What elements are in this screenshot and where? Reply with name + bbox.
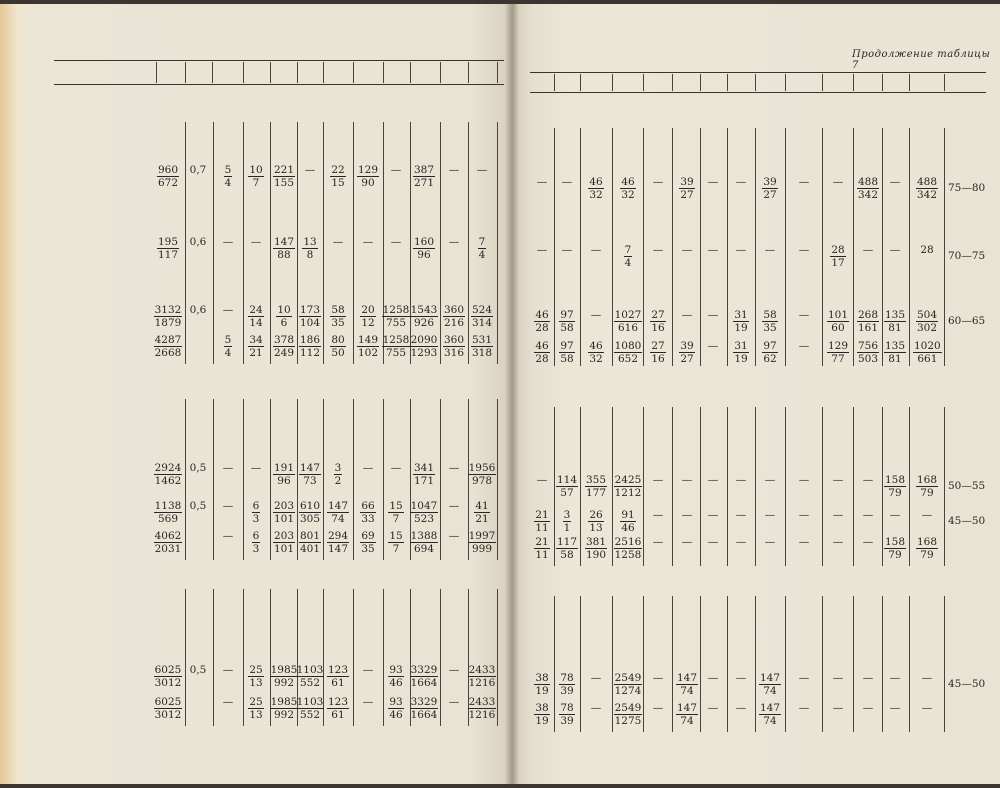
table-cell: $\frac{1258}{755}$ (382, 334, 410, 359)
table-cell: 0,5 (189, 462, 207, 474)
table-cell: $\frac{147}{74}$ (327, 500, 349, 525)
table-cell: $\frac{378}{249}$ (273, 334, 295, 359)
table-cell: $\frac{41}{21}$ (475, 500, 489, 525)
table-cell: $\frac{39}{27}$ (763, 176, 777, 201)
table-cell: $\frac{381}{190}$ (585, 536, 607, 561)
table-cell: — (222, 304, 234, 316)
table-cell: $\frac{135}{81}$ (884, 340, 906, 365)
table-cell: 0,6 (189, 236, 207, 248)
table-cell: — (735, 702, 747, 714)
table-cell: $\frac{341}{171}$ (413, 462, 435, 487)
table-cell: $\frac{360}{216}$ (443, 304, 465, 329)
table-cell: — (362, 462, 374, 474)
table-cell: — (735, 672, 747, 684)
table-cell: — (862, 672, 874, 684)
table-cell: $\frac{24}{14}$ (249, 304, 263, 329)
table-cell: — (652, 509, 664, 521)
table-cell: 0,7 (189, 164, 207, 176)
table-cell: $\frac{114}{57}$ (556, 474, 578, 499)
table-cell: — (764, 474, 776, 486)
table-cell: — (304, 164, 316, 176)
header-column-divider (410, 62, 411, 83)
header-column-divider (882, 74, 883, 91)
table-cell: $\frac{78}{39}$ (560, 672, 574, 697)
table-cell: $\frac{27}{16}$ (651, 309, 665, 334)
table-cell: $\frac{6025}{3012}$ (154, 696, 182, 721)
header-column-divider (643, 74, 644, 91)
table-cell: — (921, 509, 933, 521)
table-cell: — (362, 696, 374, 708)
header-column-divider (580, 74, 581, 91)
table-cell: $\frac{6025}{3012}$ (154, 664, 182, 689)
table-cell: $\frac{31}{19}$ (734, 340, 748, 365)
table-cell: $\frac{158}{79}$ (884, 536, 906, 561)
table-cell: — (735, 176, 747, 188)
table-cell: — (681, 474, 693, 486)
table-cell: — (362, 236, 374, 248)
header-rule-top (54, 60, 504, 61)
table-cell: 0,6 (189, 304, 207, 316)
table-cell-zone: 75—80 (948, 182, 986, 194)
table-cell: $\frac{21}{11}$ (535, 509, 549, 534)
table-cell: $\frac{10}{6}$ (277, 304, 291, 329)
table-cell: $\frac{6}{3}$ (252, 530, 260, 555)
table-cell: $\frac{387}{271}$ (413, 164, 435, 189)
table-cell: $\frac{4287}{2668}$ (154, 334, 182, 359)
table-cell: $\frac{195}{117}$ (157, 236, 179, 261)
table-cell: — (448, 236, 460, 248)
table-cell: — (222, 236, 234, 248)
table-cell: — (707, 309, 719, 321)
table-cell: $\frac{3329}{1664}$ (410, 696, 438, 721)
header-column-divider (297, 62, 298, 83)
table-cell: — (735, 536, 747, 548)
table-cell: — (448, 500, 460, 512)
table-cell: 0,5 (189, 664, 207, 676)
column-divider (822, 407, 823, 566)
table-cell: $\frac{46}{32}$ (589, 340, 603, 365)
header-column-divider (853, 74, 854, 91)
table-cell: $\frac{1103}{552}$ (296, 664, 324, 689)
table-cell: — (590, 309, 602, 321)
table-cell: $\frac{360}{316}$ (443, 334, 465, 359)
table-cell: $\frac{149}{102}$ (357, 334, 379, 359)
table-cell: $\frac{173}{104}$ (299, 304, 321, 329)
table-cell: $\frac{1543}{926}$ (410, 304, 438, 329)
table-cell: $\frac{46}{28}$ (535, 309, 549, 334)
table-cell: — (707, 474, 719, 486)
table-cell: $\frac{801}{401}$ (299, 530, 321, 555)
table-cell: $\frac{186}{112}$ (299, 334, 321, 359)
table-cell: — (735, 509, 747, 521)
table-cell: $\frac{58}{35}$ (331, 304, 345, 329)
table-cell: — (707, 340, 719, 352)
column-divider (909, 128, 910, 366)
header-column-divider (440, 62, 441, 83)
table-cell: $\frac{191}{96}$ (273, 462, 295, 487)
header-column-divider (353, 62, 354, 83)
table-cell: $\frac{91}{46}$ (621, 509, 635, 534)
header-column-divider (785, 74, 786, 91)
table-cell: — (561, 176, 573, 188)
table-cell: 0,5 (189, 500, 207, 512)
table-cell: — (707, 672, 719, 684)
table-cell: — (590, 244, 602, 256)
table-cell: $\frac{221}{155}$ (273, 164, 295, 189)
table-cell: $\frac{46}{32}$ (589, 176, 603, 201)
table-cell: $\frac{46}{32}$ (621, 176, 635, 201)
table-cell: — (652, 244, 664, 256)
table-cell: $\frac{3}{1}$ (563, 509, 571, 534)
table-cell: $\frac{294}{147}$ (327, 530, 349, 555)
header-column-divider (612, 74, 613, 91)
table-cell: $\frac{6}{3}$ (252, 500, 260, 525)
header-column-divider (944, 74, 945, 91)
header-column-divider (554, 74, 555, 91)
table-cell: $\frac{69}{35}$ (361, 530, 375, 555)
table-cell: $\frac{168}{79}$ (916, 536, 938, 561)
table-cell: $\frac{147}{74}$ (759, 702, 781, 727)
table-cell: $\frac{3132}{1879}$ (154, 304, 182, 329)
table-cell: — (764, 244, 776, 256)
table-cell: $\frac{123}{61}$ (327, 696, 349, 721)
table-cell: — (390, 462, 402, 474)
table-cell-zone: 45—50 (948, 678, 986, 690)
header-column-divider (212, 62, 213, 83)
table-cell: $\frac{1985}{992}$ (270, 664, 298, 689)
right-page (512, 4, 1000, 784)
table-cell: — (362, 664, 374, 676)
table-cell: $\frac{2433}{1216}$ (468, 664, 496, 689)
table-cell: — (332, 236, 344, 248)
table-cell: $\frac{610}{305}$ (299, 500, 321, 525)
table-cell: $\frac{66}{33}$ (361, 500, 375, 525)
table-cell: $\frac{1258}{755}$ (382, 304, 410, 329)
table-cell: $\frac{26}{13}$ (589, 509, 603, 534)
header-column-divider (323, 62, 324, 83)
table-cell: $\frac{488}{342}$ (916, 176, 938, 201)
table-cell: $\frac{39}{27}$ (680, 176, 694, 201)
table-cell: $\frac{97}{62}$ (763, 340, 777, 365)
table-cell: $\frac{58}{35}$ (763, 309, 777, 334)
table-cell: $\frac{2433}{1216}$ (468, 696, 496, 721)
header-column-divider (755, 74, 756, 91)
header-rule-top (530, 72, 986, 73)
table-cell: $\frac{4062}{2031}$ (154, 530, 182, 555)
table-cell: $\frac{1103}{552}$ (296, 696, 324, 721)
header-column-divider (468, 62, 469, 83)
header-rule-bottom (530, 92, 986, 93)
table-cell: $\frac{15}{7}$ (389, 530, 403, 555)
table-cell: $\frac{1080}{652}$ (614, 340, 642, 365)
table-cell: $\frac{147}{74}$ (676, 672, 698, 697)
table-cell: $\frac{28}{17}$ (831, 244, 845, 269)
table-cell: — (832, 672, 844, 684)
table-cell: — (889, 244, 901, 256)
table-cell: $\frac{1047}{523}$ (410, 500, 438, 525)
table-cell: — (707, 176, 719, 188)
header-column-divider (822, 74, 823, 91)
table-cell: $\frac{46}{28}$ (535, 340, 549, 365)
table-cell: — (448, 462, 460, 474)
table-cell: $\frac{168}{79}$ (916, 474, 938, 499)
header-column-divider (727, 74, 728, 91)
table-cell: $\frac{355}{177}$ (585, 474, 607, 499)
table-cell: — (798, 536, 810, 548)
table-cell: — (798, 672, 810, 684)
table-cell: — (798, 309, 810, 321)
table-cell: — (798, 244, 810, 256)
table-cell: $\frac{78}{39}$ (560, 702, 574, 727)
table-cell: $\frac{531}{318}$ (471, 334, 493, 359)
column-divider (909, 407, 910, 566)
table-cell: $\frac{93}{46}$ (389, 664, 403, 689)
table-cell: $\frac{1020}{661}$ (914, 340, 941, 365)
table-cell: $\frac{38}{19}$ (535, 672, 549, 697)
table-cell: $\frac{31}{19}$ (734, 309, 748, 334)
header-column-divider (383, 62, 384, 83)
table-cell: — (764, 536, 776, 548)
table-cell: — (652, 672, 664, 684)
table-cell: $\frac{22}{15}$ (331, 164, 345, 189)
table-cell: — (832, 702, 844, 714)
table-cell: — (681, 309, 693, 321)
table-cell: $\frac{97}{58}$ (560, 340, 574, 365)
table-cell: — (798, 702, 810, 714)
table-cell: — (652, 176, 664, 188)
table-continuation-caption: Продолжение таблицы 7 (852, 49, 991, 71)
table-cell: — (798, 176, 810, 188)
column-divider (785, 128, 786, 366)
table-cell: — (832, 509, 844, 521)
table-cell: $\frac{38}{19}$ (535, 702, 549, 727)
column-divider (785, 407, 786, 566)
left-page (0, 4, 512, 784)
table-cell: $\frac{5}{4}$ (224, 164, 232, 189)
table-cell: — (222, 500, 234, 512)
table-cell-zone: 45—50 (948, 515, 986, 527)
table-cell: $\frac{34}{21}$ (249, 334, 263, 359)
table-cell: — (652, 474, 664, 486)
table-cell: 28 (920, 244, 934, 256)
table-cell: — (889, 176, 901, 188)
table-cell: — (832, 536, 844, 548)
table-cell: — (536, 474, 548, 486)
table-cell: $\frac{147}{73}$ (299, 462, 321, 487)
table-cell: $\frac{39}{27}$ (680, 340, 694, 365)
table-cell: $\frac{960}{672}$ (157, 164, 179, 189)
table-cell: — (862, 702, 874, 714)
table-cell: — (681, 536, 693, 548)
table-cell: — (707, 244, 719, 256)
table-cell: — (222, 530, 234, 542)
column-divider (944, 407, 945, 566)
table-cell: $\frac{13}{8}$ (303, 236, 317, 261)
table-cell: $\frac{147}{88}$ (273, 236, 295, 261)
table-cell-zone: 60—65 (948, 315, 986, 327)
table-cell: $\frac{203}{101}$ (273, 530, 295, 555)
table-cell: — (448, 696, 460, 708)
column-divider (909, 596, 910, 732)
table-cell-zone: 50—55 (948, 480, 986, 492)
table-cell: — (250, 462, 262, 474)
table-cell: $\frac{2516}{1258}$ (614, 536, 642, 561)
table-cell: $\frac{15}{7}$ (389, 500, 403, 525)
table-cell: — (862, 509, 874, 521)
table-cell: — (921, 672, 933, 684)
table-cell: $\frac{524}{314}$ (471, 304, 493, 329)
table-cell: — (862, 244, 874, 256)
table-cell: — (590, 672, 602, 684)
table-cell: $\frac{1997}{999}$ (468, 530, 496, 555)
header-rule-bottom (54, 84, 504, 85)
table-cell: $\frac{93}{46}$ (389, 696, 403, 721)
table-cell: $\frac{2924}{1462}$ (154, 462, 182, 487)
column-divider (822, 128, 823, 366)
table-cell: — (707, 509, 719, 521)
table-cell: $\frac{129}{90}$ (357, 164, 379, 189)
table-cell: $\frac{135}{81}$ (884, 309, 906, 334)
table-cell: — (798, 340, 810, 352)
table-cell: $\frac{2549}{1274}$ (614, 672, 642, 697)
table-cell: $\frac{1956}{978}$ (468, 462, 496, 487)
table-cell: — (652, 702, 664, 714)
table-cell: — (832, 176, 844, 188)
table-cell: $\frac{7}{4}$ (478, 236, 486, 261)
table-cell: — (590, 702, 602, 714)
column-divider (944, 128, 945, 366)
table-cell: $\frac{158}{79}$ (884, 474, 906, 499)
table-cell: $\frac{123}{61}$ (327, 664, 349, 689)
table-cell: $\frac{160}{96}$ (413, 236, 435, 261)
table-cell: — (735, 474, 747, 486)
table-cell: — (832, 474, 844, 486)
header-column-divider (270, 62, 271, 83)
table-cell: $\frac{27}{16}$ (651, 340, 665, 365)
table-cell: $\frac{25}{13}$ (249, 696, 263, 721)
table-cell: — (222, 462, 234, 474)
table-cell: — (681, 509, 693, 521)
header-column-divider (497, 62, 498, 83)
table-cell: — (862, 536, 874, 548)
table-cell: — (536, 244, 548, 256)
table-cell: — (764, 509, 776, 521)
table-cell: — (707, 536, 719, 548)
table-cell: $\frac{3329}{1664}$ (410, 664, 438, 689)
table-cell: — (536, 176, 548, 188)
table-cell: $\frac{97}{58}$ (560, 309, 574, 334)
table-cell: $\frac{117}{58}$ (556, 536, 578, 561)
table-cell: $\frac{21}{11}$ (535, 536, 549, 561)
table-cell: $\frac{203}{101}$ (273, 500, 295, 525)
table-cell: $\frac{1388}{694}$ (410, 530, 438, 555)
column-divider (497, 399, 498, 560)
table-cell: $\frac{5}{4}$ (224, 334, 232, 359)
table-cell: — (889, 702, 901, 714)
table-cell: — (889, 672, 901, 684)
table-cell: — (798, 509, 810, 521)
table-cell: — (390, 236, 402, 248)
table-cell: — (889, 509, 901, 521)
header-column-divider (156, 62, 157, 83)
header-column-divider (909, 74, 910, 91)
table-cell: $\frac{147}{74}$ (676, 702, 698, 727)
book-gutter (505, 0, 519, 788)
table-cell: — (561, 244, 573, 256)
table-cell: — (707, 702, 719, 714)
table-cell: — (921, 702, 933, 714)
table-cell: $\frac{268}{161}$ (857, 309, 879, 334)
table-cell: — (735, 244, 747, 256)
table-cell: $\frac{25}{13}$ (249, 664, 263, 689)
table-cell: $\frac{756}{503}$ (857, 340, 879, 365)
header-column-divider (185, 62, 186, 83)
table-cell: $\frac{1027}{616}$ (614, 309, 642, 334)
table-cell: — (448, 664, 460, 676)
table-cell: — (250, 236, 262, 248)
table-cell: — (798, 474, 810, 486)
table-cell: — (448, 530, 460, 542)
column-divider (944, 596, 945, 732)
table-cell: — (448, 164, 460, 176)
table-cell: — (222, 664, 234, 676)
table-cell: — (681, 244, 693, 256)
header-column-divider (700, 74, 701, 91)
table-cell: $\frac{2090}{1293}$ (410, 334, 438, 359)
table-cell: $\frac{80}{50}$ (331, 334, 345, 359)
table-cell: — (652, 536, 664, 548)
table-cell: $\frac{1138}{569}$ (154, 500, 182, 525)
table-cell: $\frac{129}{77}$ (827, 340, 849, 365)
table-cell: $\frac{1985}{992}$ (270, 696, 298, 721)
table-cell: — (862, 474, 874, 486)
table-cell: — (390, 164, 402, 176)
column-divider (497, 589, 498, 726)
table-cell: $\frac{20}{12}$ (361, 304, 375, 329)
table-cell: $\frac{101}{60}$ (827, 309, 849, 334)
table-cell: $\frac{3}{2}$ (334, 462, 342, 487)
column-divider (822, 596, 823, 732)
header-column-divider (243, 62, 244, 83)
header-column-divider (672, 74, 673, 91)
table-cell: $\frac{2425}{1212}$ (614, 474, 642, 499)
table-cell: $\frac{10}{7}$ (249, 164, 263, 189)
table-cell: — (476, 164, 488, 176)
column-divider (785, 596, 786, 732)
table-cell: $\frac{2549}{1275}$ (614, 702, 642, 727)
table-cell: — (222, 696, 234, 708)
table-cell: $\frac{504}{302}$ (916, 309, 938, 334)
table-cell: $\frac{488}{342}$ (857, 176, 879, 201)
table-cell: $\frac{147}{74}$ (759, 672, 781, 697)
table-cell-zone: 70—75 (948, 250, 986, 262)
table-cell: $\frac{7}{4}$ (624, 244, 632, 269)
column-divider (497, 122, 498, 364)
